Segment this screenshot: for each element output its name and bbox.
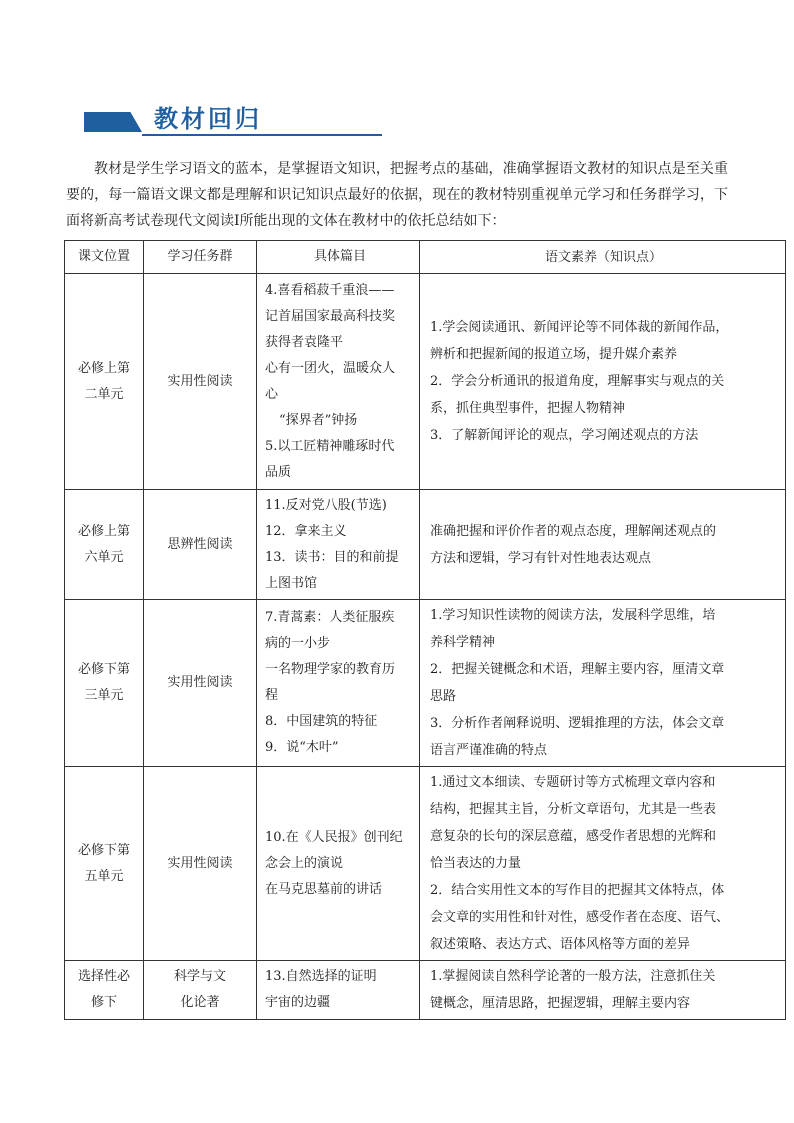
cell-line: 9．说“木叶”: [265, 740, 339, 755]
cell-line: 修下: [90, 995, 117, 1010]
cell-line: 必修上第: [77, 523, 130, 539]
cell-line: 1.学习知识性读物的阅读方法，发展科学思维，培: [430, 608, 716, 623]
header-literacy: 语文素养（知识点）: [420, 241, 786, 274]
section-title: 教材回归: [154, 104, 262, 133]
cell-line: 结构，把握其主旨，分析文章语句，尤其是一些表: [430, 802, 717, 817]
cell-line: 辨析和把握新闻的报道立场，提升媒介素养: [430, 347, 678, 362]
cell-line: 语言严谨准确的特点: [430, 743, 548, 758]
cell-line: 10.在《人民报》创刊纪: [265, 829, 403, 845]
cell-line: 念会上的演说: [265, 855, 344, 871]
cell-line: 心有一团火，温暖众人: [265, 360, 396, 376]
cell-line: 11.反对党八股(节选): [265, 497, 387, 513]
cell-line: 思辨性阅读: [167, 536, 233, 552]
cell-line: 准确把握和评价作者的观点态度，理解阐述观点的: [430, 523, 717, 539]
table-row: [65, 490, 786, 600]
cell-task-group: [144, 600, 257, 767]
intro-paragraph: 教材是学生学习语文的蓝本，是掌握语文知识，把握考点的基础，准确掌握语文教材的知识点是至关重要的，每一篇语文课文都是理解和识记知识点最好的依据，现在的教材特别重视单元学习和任务群学习，下面将新高考试卷现代文阅读I所能出现的文体在教材中的依托总结如下：: [66, 161, 728, 229]
cell-works: [257, 600, 420, 767]
cell-works: [257, 490, 420, 600]
cell-line: 思路: [430, 689, 457, 704]
cell-literacy: [420, 767, 786, 961]
cell-line: 3．了解新闻评论的观点，学习阐述观点的方法: [430, 428, 699, 443]
cell-task-group: [144, 490, 257, 600]
cell-line: 8．中国建筑的特征: [265, 714, 378, 729]
cell-line: 2．学会分析通讯的报道角度，理解事实与观点的关: [430, 374, 725, 389]
section-header: [84, 104, 300, 138]
cell-line: 13．读书：目的和前提: [265, 549, 399, 565]
cell-line: 实用性阅读: [167, 373, 233, 389]
header-task-group: 学习任务群: [144, 241, 257, 274]
cell-line: 科学与文: [173, 969, 226, 984]
cell-literacy: [420, 274, 786, 490]
cell-literacy: [420, 600, 786, 767]
cell-line: 4.喜看稻菽千重浪——: [265, 282, 395, 298]
table-header-row: [65, 241, 786, 274]
cell-line: 品质: [265, 464, 292, 480]
table-row: [65, 767, 786, 961]
cell-line: 获得者袁隆平: [265, 334, 344, 350]
cell-line: 7.青蒿素：人类征服疾: [265, 610, 395, 625]
cell-task-group: [144, 767, 257, 961]
cell-line: 必修上第: [77, 360, 130, 376]
cell-literacy: [420, 961, 786, 1020]
cell-task-group: [144, 274, 257, 490]
cell-literacy: [420, 490, 786, 600]
header-works: 具体篇目: [257, 241, 420, 274]
cell-line: 实用性阅读: [167, 855, 233, 871]
cell-line: 5.以工匠精神雕琢时代: [265, 438, 395, 454]
cell-position: [65, 961, 144, 1020]
cell-works: [257, 961, 420, 1020]
cell-works: [257, 274, 420, 490]
cell-line: 记首届国家最高科技奖: [265, 308, 396, 324]
cell-line: 三单元: [84, 688, 124, 703]
cell-line: 方法和逻辑，学习有针对性地表达观点: [430, 550, 652, 566]
cell-line: 六单元: [84, 549, 124, 565]
cell-line: 2．结合实用性文本的写作目的把握其文体特点，体: [430, 883, 725, 898]
cell-line: 病的一小步: [265, 636, 331, 651]
cell-position: [65, 274, 144, 490]
cell-line: 实用性阅读: [167, 675, 233, 690]
cell-position: [65, 600, 144, 767]
textbook-table: [64, 240, 786, 1020]
cell-line: 2．把握关键概念和术语，理解主要内容，厘清文章: [430, 662, 725, 677]
cell-line: 1.学会阅读通讯、新闻评论等不同体裁的新闻作品，: [430, 320, 729, 335]
table-row: [65, 961, 786, 1020]
cell-line: 心: [265, 386, 279, 402]
cell-line: “探界者”钟扬: [279, 412, 358, 428]
cell-line: 选择性必: [77, 969, 130, 984]
cell-line: 化论著: [180, 995, 220, 1010]
cell-line: 叙述策略、表达方式、语体风格等方面的差异: [430, 937, 691, 952]
cell-line: 13.自然选择的证明: [265, 969, 377, 984]
cell-line: 上图书馆: [265, 575, 318, 591]
cell-line: 1.掌握阅读自然科学论著的一般方法，注意抓住关: [430, 969, 716, 984]
cell-line: 五单元: [84, 868, 124, 884]
cell-line: 键概念，厘清思路，把握逻辑，理解主要内容: [430, 996, 691, 1011]
cell-line: 必修下第: [77, 662, 130, 677]
header-arrow-decoration: [84, 112, 142, 132]
cell-line: 1.通过文本细读、专题研讨等方式梳理文章内容和: [430, 775, 716, 790]
cell-line: 在马克思墓前的讲话: [265, 881, 383, 897]
header-underline: [142, 134, 382, 136]
cell-line: 12．拿来主义: [265, 523, 347, 539]
cell-line: 系，抓住典型事件，把握人物精神: [430, 401, 626, 416]
cell-line: 会文章的实用性和针对性，感受作者在态度、语气、: [430, 910, 730, 925]
table-row: [65, 600, 786, 767]
cell-line: 程: [265, 688, 279, 703]
cell-position: [65, 767, 144, 961]
header-position: 课文位置: [65, 241, 144, 274]
cell-line: 二单元: [84, 386, 124, 402]
table-row: [65, 274, 786, 490]
cell-works: [257, 767, 420, 961]
cell-line: 养科学精神: [430, 635, 496, 650]
cell-line: 必修下第: [77, 842, 130, 858]
cell-line: 一名物理学家的教育历: [265, 662, 396, 677]
cell-task-group: [144, 961, 257, 1020]
cell-line: 意复杂的长句的深层意蕴，感受作者思想的光辉和: [430, 829, 717, 844]
cell-line: 3．分析作者阐释说明、逻辑推理的方法，体会文章: [430, 716, 725, 731]
cell-line: 宇宙的边疆: [265, 995, 331, 1010]
cell-line: 恰当表达的力量: [430, 856, 522, 871]
cell-position: [65, 490, 144, 600]
